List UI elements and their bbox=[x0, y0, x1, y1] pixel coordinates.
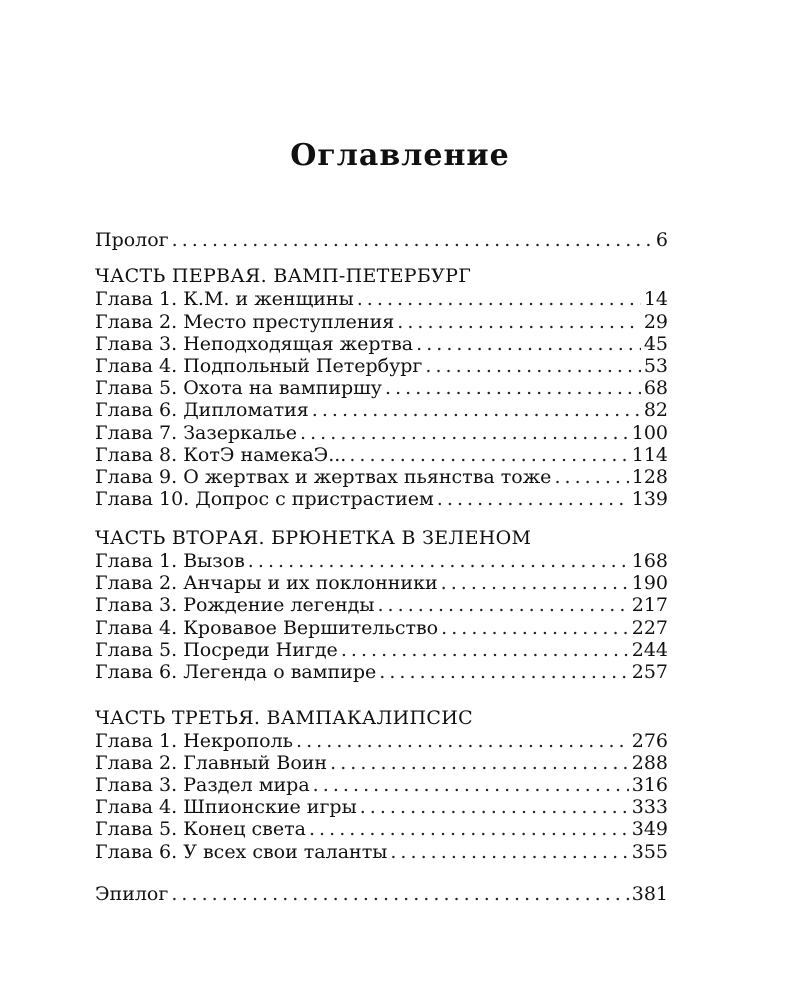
entry-label: Глава 5. Конец света bbox=[95, 818, 306, 840]
toc-entry bbox=[95, 774, 668, 796]
entry-page: 349 bbox=[631, 818, 668, 840]
toc-entry-epilogue bbox=[95, 883, 668, 905]
entry-page: 82 bbox=[643, 399, 668, 421]
entry-page: 100 bbox=[631, 422, 668, 444]
entry-label: Глава 3. Раздел мира bbox=[95, 774, 310, 796]
leader-dots bbox=[441, 572, 629, 594]
part-heading: ЧАСТЬ ВТОРАЯ. БРЮНЕТКА В ЗЕЛЕНОМ bbox=[95, 527, 532, 549]
entry-page: 128 bbox=[631, 466, 668, 488]
entry-label: Глава 4. Шпионские игры bbox=[95, 796, 357, 818]
toc-entry bbox=[95, 572, 668, 594]
entry-label: Глава 6. Легенда о вампире bbox=[95, 661, 377, 683]
entry-label: Глава 4. Кровавое Вершительство bbox=[95, 617, 439, 639]
leader-dots bbox=[357, 288, 641, 310]
toc-entry bbox=[95, 488, 668, 510]
entry-page: 53 bbox=[643, 355, 668, 377]
leader-dots bbox=[248, 550, 629, 572]
leader-dots bbox=[330, 752, 629, 774]
entry-label: Глава 2. Анчары и их поклонники bbox=[95, 572, 438, 594]
entry-label: Глава 1. Вызов bbox=[95, 550, 245, 572]
leader-dots bbox=[379, 661, 628, 683]
entry-page: 217 bbox=[631, 594, 668, 616]
entry-label: Глава 2. Место преступления bbox=[95, 311, 395, 333]
entry-label: Глава 2. Главный Воин bbox=[95, 752, 328, 774]
entry-page: 355 bbox=[631, 841, 668, 863]
entry-label: Глава 5. Охота на вампиршу bbox=[95, 377, 382, 399]
entry-page: 14 bbox=[643, 288, 668, 310]
leader-dots bbox=[349, 444, 628, 466]
entry-page: 381 bbox=[631, 883, 668, 905]
toc-entry bbox=[95, 730, 668, 752]
leader-dots bbox=[300, 422, 629, 444]
entry-label: Глава 8. КотЭ намекаЭ... bbox=[95, 444, 347, 466]
leader-dots bbox=[312, 399, 641, 421]
toc-entry bbox=[95, 333, 668, 355]
entry-label: Глава 6. Дипломатия bbox=[95, 399, 309, 421]
entry-page: 276 bbox=[631, 730, 668, 752]
entry-page: 333 bbox=[631, 796, 668, 818]
entry-label: Эпилог bbox=[95, 883, 169, 905]
page-title: Оглавление bbox=[290, 138, 510, 173]
entry-label: Глава 10. Допрос с пристрастием bbox=[95, 488, 434, 510]
entry-page: 227 bbox=[631, 617, 668, 639]
toc-entry bbox=[95, 818, 668, 840]
toc-entry bbox=[95, 661, 668, 683]
leader-dots bbox=[425, 355, 640, 377]
toc-entry bbox=[95, 377, 668, 399]
entry-page: 29 bbox=[643, 311, 668, 333]
entry-page: 68 bbox=[643, 377, 668, 399]
leader-dots bbox=[416, 333, 641, 355]
toc-entry bbox=[95, 752, 668, 774]
entry-label: Глава 9. О жертвах и жертвах пьянства тоже bbox=[95, 466, 552, 488]
entry-page: 257 bbox=[631, 661, 668, 683]
leader-dots bbox=[554, 466, 628, 488]
entry-page: 168 bbox=[631, 550, 668, 572]
leader-dots bbox=[309, 818, 629, 840]
leader-dots bbox=[313, 774, 629, 796]
toc-entry bbox=[95, 288, 668, 310]
leader-dots bbox=[437, 488, 629, 510]
part-heading: ЧАСТЬ ПЕРВАЯ. ВАМП-ПЕТЕРБУРГ bbox=[95, 265, 472, 287]
entry-label: Глава 1. К.М. и женщины bbox=[95, 288, 354, 310]
entry-page: 190 bbox=[631, 572, 668, 594]
entry-page: 114 bbox=[631, 444, 668, 466]
leader-dots bbox=[360, 796, 629, 818]
entry-page: 45 bbox=[643, 333, 668, 355]
toc-entry bbox=[95, 399, 668, 421]
leader-dots bbox=[377, 594, 628, 616]
part-heading: ЧАСТЬ ТРЕТЬЯ. ВАМПАКАЛИПСИС bbox=[95, 707, 473, 729]
toc-entry bbox=[95, 355, 668, 377]
entry-page: 316 bbox=[631, 774, 668, 796]
toc-entry bbox=[95, 466, 668, 488]
leader-dots bbox=[385, 377, 641, 399]
toc-entry bbox=[95, 796, 668, 818]
leader-dots bbox=[341, 639, 629, 661]
toc-entry bbox=[95, 444, 668, 466]
entry-page: 139 bbox=[631, 488, 668, 510]
leader-dots bbox=[296, 730, 629, 752]
entry-label: Глава 6. У всех свои таланты bbox=[95, 841, 388, 863]
toc-entry-prologue bbox=[95, 229, 668, 251]
toc-entry bbox=[95, 594, 668, 616]
entry-page: 244 bbox=[631, 639, 668, 661]
leader-dots bbox=[441, 617, 629, 639]
entry-label: Глава 3. Неподходящая жертва bbox=[95, 333, 414, 355]
leader-dots bbox=[397, 311, 641, 333]
toc-entry bbox=[95, 422, 668, 444]
entry-page: 6 bbox=[655, 229, 668, 251]
entry-label: Глава 3. Рождение легенды bbox=[95, 594, 375, 616]
leader-dots bbox=[171, 883, 628, 905]
entry-page: 288 bbox=[631, 752, 668, 774]
entry-label: Глава 7. Зазеркалье bbox=[95, 422, 298, 444]
entry-label: Глава 1. Некрополь bbox=[95, 730, 294, 752]
toc-entry bbox=[95, 311, 668, 333]
entry-label: Глава 5. Посреди Нигде bbox=[95, 639, 338, 661]
toc-entry bbox=[95, 550, 668, 572]
toc-entry bbox=[95, 639, 668, 661]
entry-label: Пролог bbox=[95, 229, 169, 251]
toc-entry bbox=[95, 841, 668, 863]
entry-label: Глава 4. Подпольный Петербург bbox=[95, 355, 423, 377]
leader-dots bbox=[172, 229, 653, 251]
leader-dots bbox=[390, 841, 628, 863]
toc-entry bbox=[95, 617, 668, 639]
